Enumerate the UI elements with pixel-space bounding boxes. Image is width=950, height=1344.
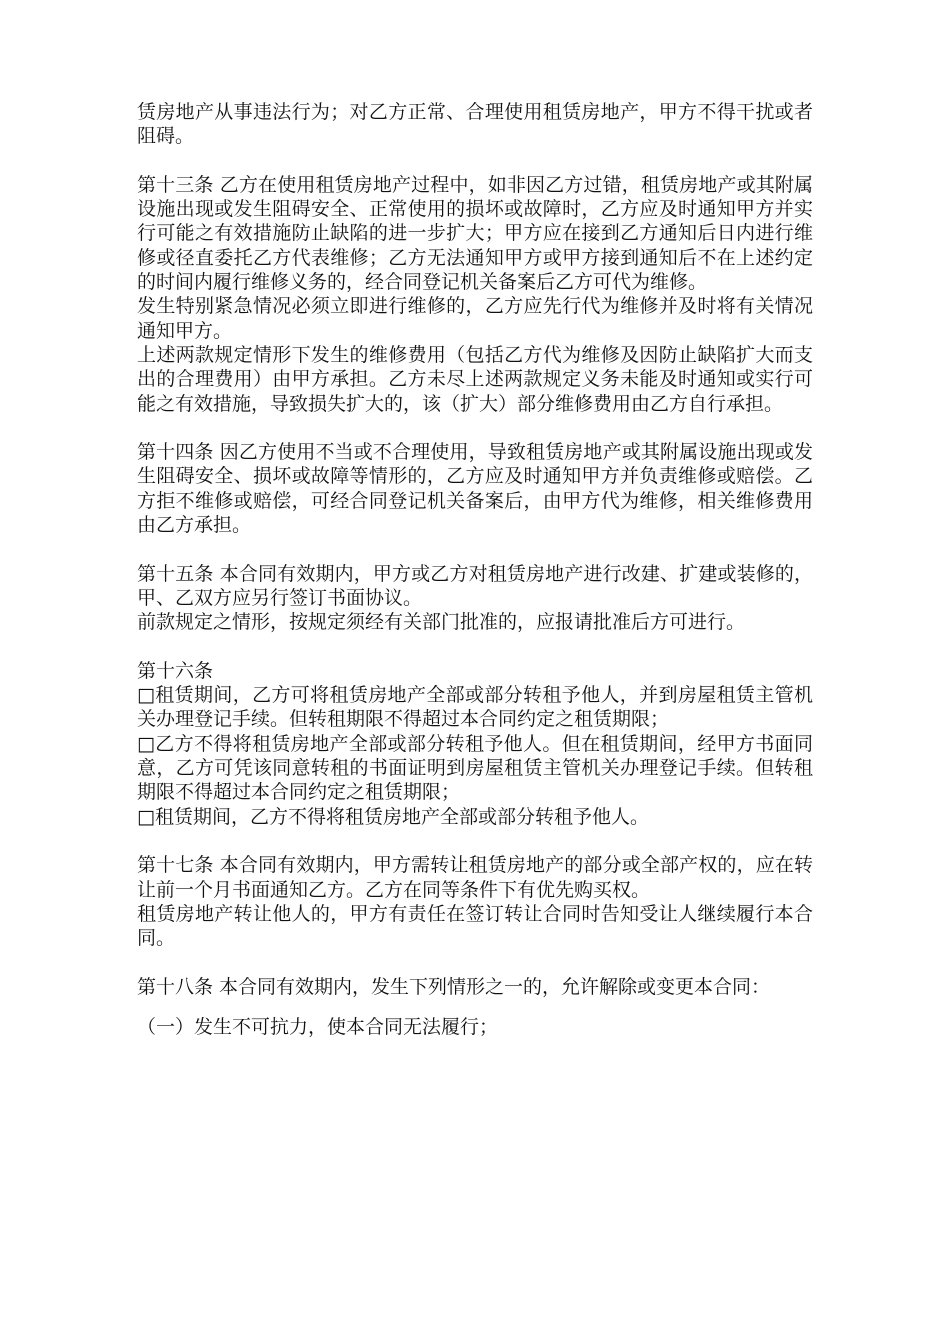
paragraph-gap (137, 635, 813, 659)
article-17-paragraph-2: 租赁房地产转让他人的，甲方有责任在签订转让合同时告知受让人继续履行本合同。 (137, 902, 813, 950)
article-13-paragraph-2: 发生特别紧急情况必须立即进行维修的，乙方应先行代为维修并及时将有关情况通知甲方。 (137, 295, 813, 342)
paragraph-gap (137, 950, 813, 974)
article-13-paragraph-1: 第十三条 乙方在使用租赁房地产过程中，如非因乙方过错，租赁房地产或其附属设施出现或发生阻碍安全、正常使用的损坏或故障时，乙方应及时通知甲方并实行可能之有效措施防止缺陷的进一步扩大；甲方应在接到乙方通知后日内进行维修或径直委托乙方代表维修；乙方无法通知甲方或甲方接到通知后不在上述约定的时间内履行维修义务的，经合同登记机关备案后乙方可代为维修。 (137, 173, 813, 294)
paragraph-gap (137, 537, 813, 561)
article-16-option-1: □租赁期间，乙方可将租赁房地产全部或部分转租予他人，并到房屋租赁主管机关办理登记手续。但转租期限不得超过本合同约定之租赁期限； (137, 684, 813, 731)
article-16-option-2: □乙方不得将租赁房地产全部或部分转租予他人。但在租赁期间，经甲方书面同意，乙方可凭该同意转租的书面证明到房屋租赁主管机关办理登记手续。但转租期限不得超过本合同约定之租赁期限； (137, 732, 813, 804)
paragraph-gap (137, 829, 813, 853)
article-17-paragraph-1: 第十七条 本合同有效期内，甲方需转让租赁房地产的部分或全部产权的，应在转让前一个月书面通知乙方。乙方在同等条件下有优先购买权。 (137, 854, 813, 901)
article-18-item-1: （一）发生不可抗力，使本合同无法履行； (137, 1015, 499, 1038)
article-14: 第十四条 因乙方使用不当或不合理使用，导致租赁房地产或其附属设施出现或发生阻碍安全、损坏或故障等情形的，乙方应及时通知甲方并负责维修或赔偿。乙方拒不维修或赔偿，可经合同登记机关备案后，由甲方代为维修，相关维修费用由乙方承担。 (137, 441, 813, 537)
article-16-title: 第十六条 (137, 659, 214, 682)
paragraph-gap (137, 149, 813, 173)
paragraph-gap (137, 999, 813, 1015)
paragraph-continuation: 赁房地产从事违法行为；对乙方正常、合理使用租赁房地产，甲方不得干扰或者阻碍。 (137, 101, 813, 148)
article-18: 第十八条 本合同有效期内，发生下列情形之一的，允许解除或变更本合同： (137, 975, 771, 998)
article-16-option-3: □租赁期间，乙方不得将租赁房地产全部或部分转租予他人。 (137, 805, 649, 828)
article-15-paragraph-1: 第十五条 本合同有效期内，甲方或乙方对租赁房地产进行改建、扩建或装修的，甲、乙双方应另行签订书面协议。 (137, 562, 813, 609)
paragraph-gap (137, 416, 813, 440)
article-15-paragraph-2: 前款规定之情形，按规定须经有关部门批准的，应报请批准后方可进行。 (137, 611, 746, 634)
document-page (137, 100, 813, 1039)
article-13-paragraph-3: 上述两款规定情形下发生的维修费用（包括乙方代为维修及因防止缺陷扩大而支出的合理费用）由甲方承担。乙方未尽上述两款规定义务未能及时通知或实行可能之有效措施，导致损失扩大的，该（扩大）部分维修费用由乙方自行承担。 (137, 343, 813, 415)
